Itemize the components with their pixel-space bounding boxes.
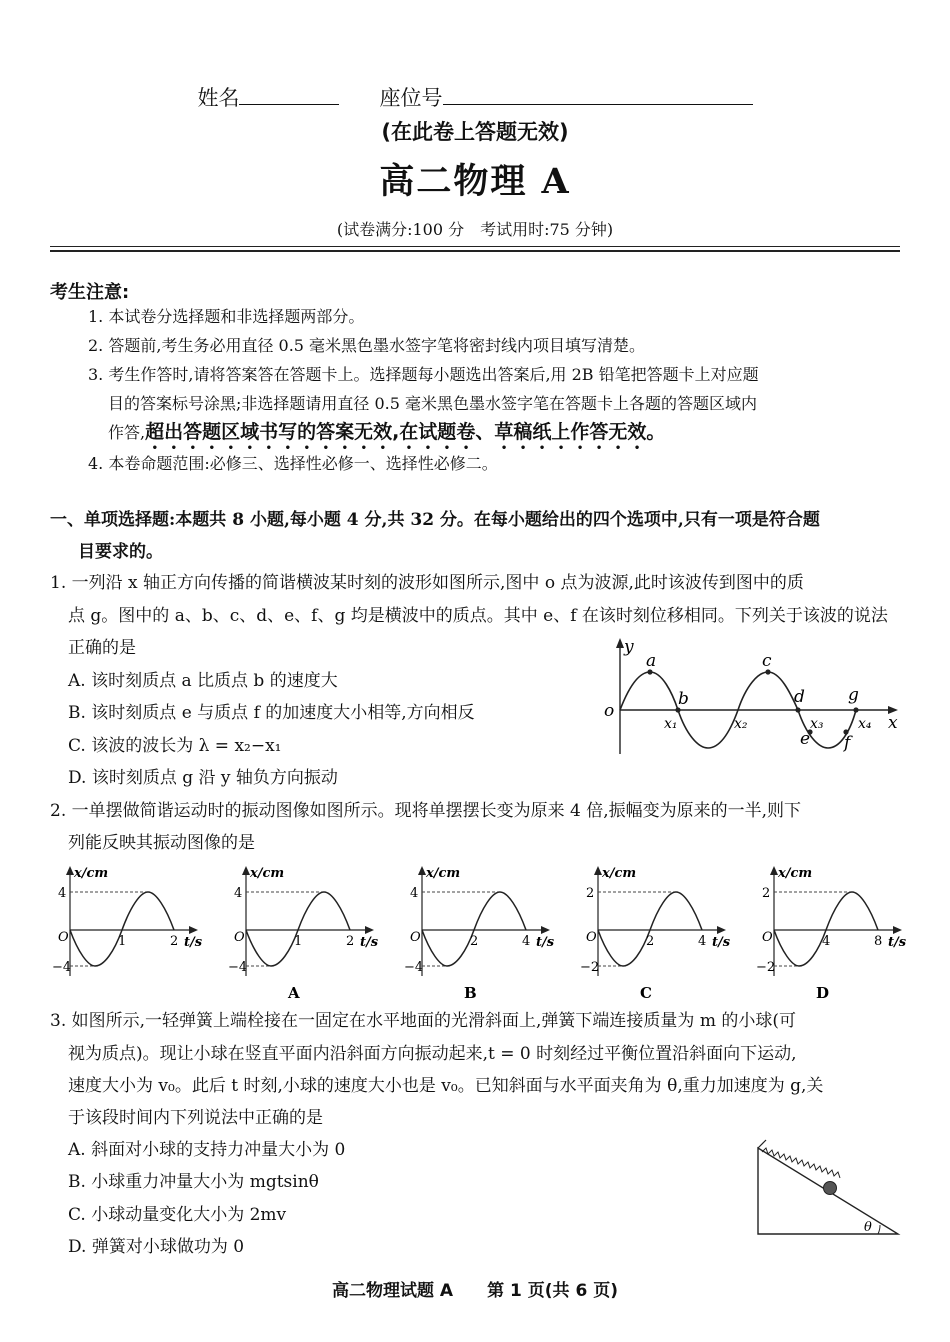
q2-graph-d-ymin: −2 xyxy=(756,960,776,975)
q2-graph-b-origin: O xyxy=(410,930,421,945)
instructions-heading: 考生注意: xyxy=(50,282,130,303)
q2-graph-b-label: B xyxy=(464,984,477,1002)
q2-graph-c-t2: 4 xyxy=(698,934,707,949)
q2-graph-d-label: D xyxy=(816,984,830,1002)
q2-graph-a-ymax: 4 xyxy=(234,886,243,901)
q1-label-f: f xyxy=(844,733,851,753)
q3-line2: 视为质点)。现让小球在竖直平面内沿斜面方向振动起来,t = 0 时刻经过平衡位置沿斜面向下运动, xyxy=(68,1044,797,1064)
instruction-3-line3 xyxy=(108,420,665,454)
q2-graph-c xyxy=(566,862,736,1006)
instruction-3-line1: 3. 考生作答时,请将答案答在答题卡上。选择题每小题选出答案后,用 2B 铅笔把答题卡上对应题 xyxy=(88,365,759,384)
q3-option-b: B. 小球重力冲量大小为 mgtsinθ xyxy=(68,1172,319,1192)
q2-graph-c-origin: O xyxy=(586,930,597,945)
q3-line1: 3. 如图所示,一轻弹簧上端栓接在一固定在水平地面的光滑斜面上,弹簧下端连接质量为 m 的小球(可 xyxy=(50,1011,796,1031)
q2-graph-d-t2: 8 xyxy=(874,934,883,949)
divider-top xyxy=(50,246,900,247)
q1-label-x2: x₂ xyxy=(734,716,748,732)
q3-line4: 于该段时间内下列说法中正确的是 xyxy=(68,1108,323,1128)
q3-option-a: A. 斜面对小球的支持力冲量大小为 0 xyxy=(68,1140,346,1160)
q2-graph-c-ymin: −2 xyxy=(580,960,600,975)
divider-bottom xyxy=(50,250,900,252)
q2-graphs xyxy=(28,862,928,1006)
section-1-line2: 目要求的。 xyxy=(78,542,163,562)
q1-label-y: y xyxy=(624,637,634,657)
q2-graph-original-tlabel: t/s xyxy=(184,935,203,950)
page-footer: 高二物理试题 A 第 1 页(共 6 页) xyxy=(332,1281,618,1301)
q2-graph-d-t1: 4 xyxy=(822,934,831,949)
q2-graph-b-tlabel: t/s xyxy=(536,935,555,950)
q1-label-e: e xyxy=(800,729,811,749)
q2-graph-original-origin: O xyxy=(58,930,69,945)
instruction-3-emphasis: 超出答题区域书写的答案无效,在试题卷、草稿纸上作答无效。 xyxy=(145,421,666,443)
q2-graph-d-origin: O xyxy=(762,930,773,945)
q1-label-x4: x₄ xyxy=(858,716,872,732)
q2-graph-original-ylabel: x/cm xyxy=(74,866,109,881)
q2-graph-original-t2: 2 xyxy=(170,934,179,949)
q2-graph-a-label: A xyxy=(288,984,300,1002)
q1-label-d: d xyxy=(794,687,805,707)
q2-graph-a-t2: 2 xyxy=(346,934,355,949)
q3-line3: 速度大小为 v₀。此后 t 时刻,小球的速度大小也是 v₀。已知斜面与水平面夹角为 θ,重力加速度为 g,关 xyxy=(68,1076,824,1096)
q2-graph-c-tlabel: t/s xyxy=(712,935,731,950)
q2-graph-original-ymin: −4 xyxy=(52,960,72,975)
section-1-line1: 一、单项选择题:本题共 8 小题,每小题 4 分,共 32 分。在每小题给出的四个选项中,只有一项是符合题 xyxy=(50,510,820,530)
q2-graph-c-label: C xyxy=(640,984,652,1002)
q2-graph-a-t1: 1 xyxy=(294,934,303,949)
instruction-4: 4. 本卷命题范围:必修三、选择性必修一、选择性必修二。 xyxy=(88,454,498,473)
q2-graph-a-ymin: −4 xyxy=(228,960,248,975)
q1-option-d: D. 该时刻质点 g 沿 y 轴负方向振动 xyxy=(68,768,338,788)
q2-graph-a-ylabel: x/cm xyxy=(250,866,285,881)
q1-line2: 点 g。图中的 a、b、c、d、e、f、g 均是横波中的质点。其中 e、f 在该时刻位移相同。下列关于该波的说法 xyxy=(68,606,888,626)
notice: (在此卷上答题无效) xyxy=(381,120,569,144)
q2-graph-c-ymax: 2 xyxy=(586,886,595,901)
q2-graph-c-ylabel: x/cm xyxy=(602,866,637,881)
q2-line2: 列能反映其振动图像的是 xyxy=(68,833,255,853)
q2-graph-d-ylabel: x/cm xyxy=(778,866,813,881)
q2-graph-c-t1: 2 xyxy=(646,934,655,949)
seat-blank xyxy=(443,84,753,105)
q2-graph-a-tlabel: t/s xyxy=(360,935,379,950)
header-fields xyxy=(0,82,950,112)
name-blank xyxy=(239,84,339,105)
q3-option-d: D. 弹簧对小球做功为 0 xyxy=(68,1237,245,1257)
q2-graph-a xyxy=(214,862,384,1006)
q1-wave-figure xyxy=(596,636,906,758)
q1-label-b: b xyxy=(678,689,689,709)
q2-graph-d-tlabel: t/s xyxy=(888,935,907,950)
page-title: 高二物理 A xyxy=(379,161,571,202)
q2-graph-original-t1: 1 xyxy=(118,934,127,949)
q2-graph-original xyxy=(38,862,208,1006)
instruction-1: 1. 本试卷分选择题和非选择题两部分。 xyxy=(88,307,365,326)
q3-spring xyxy=(762,1148,840,1178)
instruction-3-prefix: 作答, xyxy=(108,423,146,442)
instruction-2: 2. 答题前,考生务必用直径 0.5 毫米黑色墨水签字笔将密封线内项目填写清楚。 xyxy=(88,336,646,355)
q1-y-arrow xyxy=(616,638,624,648)
q1-label-x1: x₁ xyxy=(664,716,678,732)
q2-graph-b-t2: 4 xyxy=(522,934,531,949)
q2-graph-b-ymin: −4 xyxy=(404,960,424,975)
q1-option-a: A. 该时刻质点 a 比质点 b 的速度大 xyxy=(68,671,338,691)
q2-graph-d xyxy=(742,862,922,1006)
name-label: 姓名 xyxy=(197,86,240,110)
q1-line3: 正确的是 xyxy=(68,638,136,658)
instruction-3-line2: 目的答案标号涂黑;非选择题请用直径 0.5 毫米黑色墨水签字笔在答题卡上各题的答题区域内 xyxy=(108,394,758,413)
q2-graph-b-t1: 2 xyxy=(470,934,479,949)
q1-line1: 1. 一列沿 x 轴正方向传播的简谐横波某时刻的波形如图所示,图中 o 点为波源,此时该波传到图中的质 xyxy=(50,573,804,593)
q1-label-c: c xyxy=(762,651,772,671)
q1-label-x3: x₃ xyxy=(810,716,824,732)
q3-angle-arc xyxy=(878,1225,880,1234)
q2-graph-original-ymax: 4 xyxy=(58,886,67,901)
q2-graph-b-ylabel: x/cm xyxy=(426,866,461,881)
exam-meta: (试卷满分:100 分 考试用时:75 分钟) xyxy=(336,220,614,239)
seat-label: 座位号 xyxy=(379,86,443,110)
q1-label-x: x xyxy=(888,713,898,733)
q2-line1: 2. 一单摆做简谐运动时的振动图像如图所示。现将单摆摆长变为原来 4 倍,振幅变为原来的一半,则下 xyxy=(50,801,802,821)
q3-option-c: C. 小球动量变化大小为 2mv xyxy=(68,1205,287,1225)
q2-graph-a-origin: O xyxy=(234,930,245,945)
q1-point-g xyxy=(853,707,858,712)
q2-graph-b xyxy=(390,862,560,1006)
q3-incline-figure xyxy=(752,1134,904,1240)
q1-label-a: a xyxy=(646,651,657,671)
q2-graph-d-ymax: 2 xyxy=(762,886,771,901)
q3-theta-label: θ xyxy=(864,1220,872,1235)
q1-label-o: o xyxy=(604,701,615,721)
q2-graph-b-ymax: 4 xyxy=(410,886,419,901)
q1-label-g: g xyxy=(848,685,859,705)
q1-point-d xyxy=(795,707,800,712)
q1-option-b: B. 该时刻质点 e 与质点 f 的加速度大小相等,方向相反 xyxy=(68,703,475,723)
q3-ball xyxy=(824,1182,837,1195)
q1-option-c: C. 该波的波长为 λ = x₂−x₁ xyxy=(68,736,282,756)
q3-wall-hatch xyxy=(758,1140,766,1148)
